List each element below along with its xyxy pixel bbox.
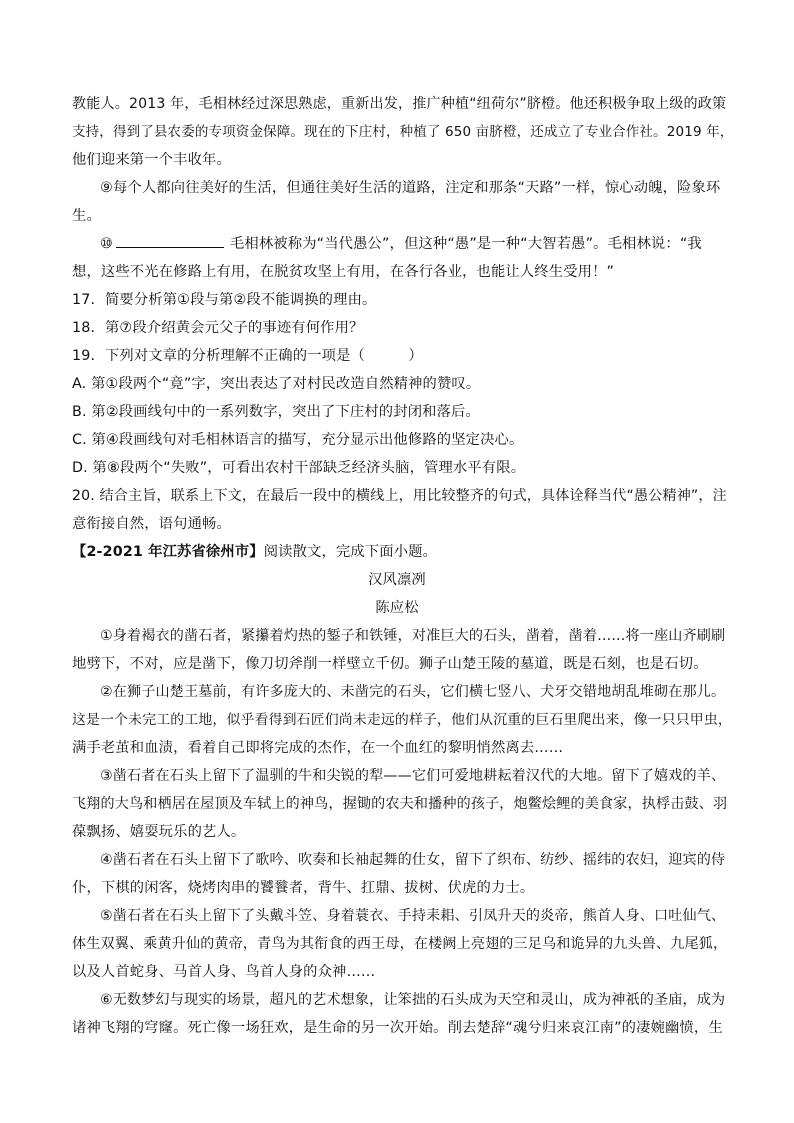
text-line: 体生双翼、乘黄升仙的黄帝，青鸟为其衔食的西王母，在楼阙上亮翅的三足乌和诡异的九头兽、九尾狐， [72, 936, 728, 952]
paragraph-number: ⑩ [100, 236, 113, 252]
option-b: B. 第②段画线句中的一系列数字，突出了下庄村的封闭和落后。 [72, 404, 480, 420]
question-17: 17．简要分析第①段与第②段不能调换的理由。 [72, 292, 377, 308]
option-d: D. 第⑧段两个“失败”，可看出农村干部缺乏经济头脑，管理水平有限。 [72, 460, 526, 476]
text-line: 意衔接自然，语句通畅。 [72, 516, 231, 532]
text-line: 想，这些不光在修路上有用，在脱贫攻坚上有用，在各行各业，也能让人终生受用！” [72, 264, 615, 280]
paragraph-4-line: ④凿石者在石头上留下了歌吟、吹奏和长袖起舞的仕女，留下了织布、纺纱、摇纬的农妇，迎宾的侍 [100, 852, 726, 868]
option-c: C. 第④段画线句对毛相林语言的描写，充分显示出他修路的坚定决心。 [72, 432, 524, 448]
paragraph-3-line: ③凿石者在石头上留下了温驯的牛和尖锐的犁——它们可爱地耕耘着汉代的大地。留下了嬉戏的羊、 [100, 768, 726, 784]
question-19: 19．下列对文章的分析理解不正确的一项是（ ） [72, 348, 423, 364]
text-line: 葆飘扬、嬉耍玩乐的艺人。 [72, 824, 246, 840]
essay-title: 汉风凛冽 [368, 572, 426, 588]
text-line: 地劈下，不对，应是凿下，像刀切斧削一样壁立千仞。狮子山楚王陵的墓道，既是石刻，也是石切。 [72, 656, 708, 672]
text-line: 这是一个未完工的工地，似乎看得到石匠们尚未走远的样子，他们从沉重的巨石里爬出来，像一只只甲虫， [72, 712, 732, 728]
text-line: 以及人首蛇身、马首人身、鸟首人身的众神…… [72, 964, 376, 980]
option-a: A. 第①段两个“竟”字，突出表达了对村民改造自然精神的赞叹。 [72, 376, 481, 392]
paragraph-6-line: ⑥无数梦幻与现实的场景，超凡的艺术想象，让笨拙的石头成为天空和灵山，成为神祇的圣庙，成为 [100, 992, 726, 1008]
source-label: 【2-2021 年江苏省徐州市】 [72, 544, 264, 560]
essay-author: 陈应松 [375, 600, 419, 616]
section-instruction: 阅读散文，完成下面小题。 [263, 544, 438, 560]
paragraph-2-line: ②在狮子山楚王墓前，有许多庞大的、未凿完的石头，它们横七竖八、犬牙交错地胡乱堆砌在那儿。 [100, 684, 726, 700]
paragraph-10-text: 毛相林被称为“当代愚公”，但这种“愚”是一种“大智若愚”。毛相林说：“我 [229, 236, 702, 252]
text-line: 支持，得到了县农委的专项资金保障。现在的下庄村，种植了 650 亩脐橙，还成立了专业合作社。2019 年， [72, 124, 734, 140]
text-line: 生。 [72, 208, 101, 224]
paragraph-9-line: ⑨每个人都向往美好的生活，但通往美好生活的道路，注定和那条“天路”一样，惊心动魄，险象环 [100, 180, 721, 196]
fill-in-blank [116, 234, 224, 248]
question-20: 20. 结合主旨，联系上下文，在最后一段中的横线上，用比较整齐的句式，具体诠释当代“愚公精神”，注 [72, 488, 727, 504]
paragraph-5-line: ⑤凿石者在石头上留下了头戴斗笠、身着蓑衣、手持耒耜、引凤升天的炎帝，熊首人身、口吐仙气、 [100, 908, 726, 924]
text-line: 飞翔的大鸟和栖居在屋顶及车轼上的神鸟，握锄的农夫和播种的孩子，炮鳖烩鲤的美食家，执桴击鼓、羽 [72, 796, 728, 812]
section-header [72, 542, 732, 562]
text-line: 仆，下棋的闲客，烧烤肉串的饕餮者，背牛、扛鼎、拔树、伏虎的力士。 [72, 880, 535, 896]
paragraph-10-line [100, 234, 732, 254]
paragraph-1-line: ①身着褐衣的凿石者，紧攥着灼热的錾子和铁锤，对准巨大的石头，凿着，凿着……将一座山齐刷刷 [100, 628, 726, 644]
question-18: 18．第⑦段介绍黄会元父子的事迹有何作用？ [72, 320, 364, 336]
text-line: 他们迎来第一个丰收年。 [72, 152, 231, 168]
text-line: 诸神飞翔的穹窿。死亡像一场狂欢，是生命的另一次开始。削去楚辞“魂兮归来哀江南”的凄婉幽愤，生 [72, 1020, 723, 1036]
text-line: 满手老茧和血渍，看着自己即将完成的杰作，在一个血红的黎明悄然离去…… [72, 740, 564, 756]
text-line: 教能人。2013 年，毛相林经过深思熟虑，重新出发，推广种植“纽荷尔”脐橙。他还积极争取上级的政策 [72, 96, 727, 112]
